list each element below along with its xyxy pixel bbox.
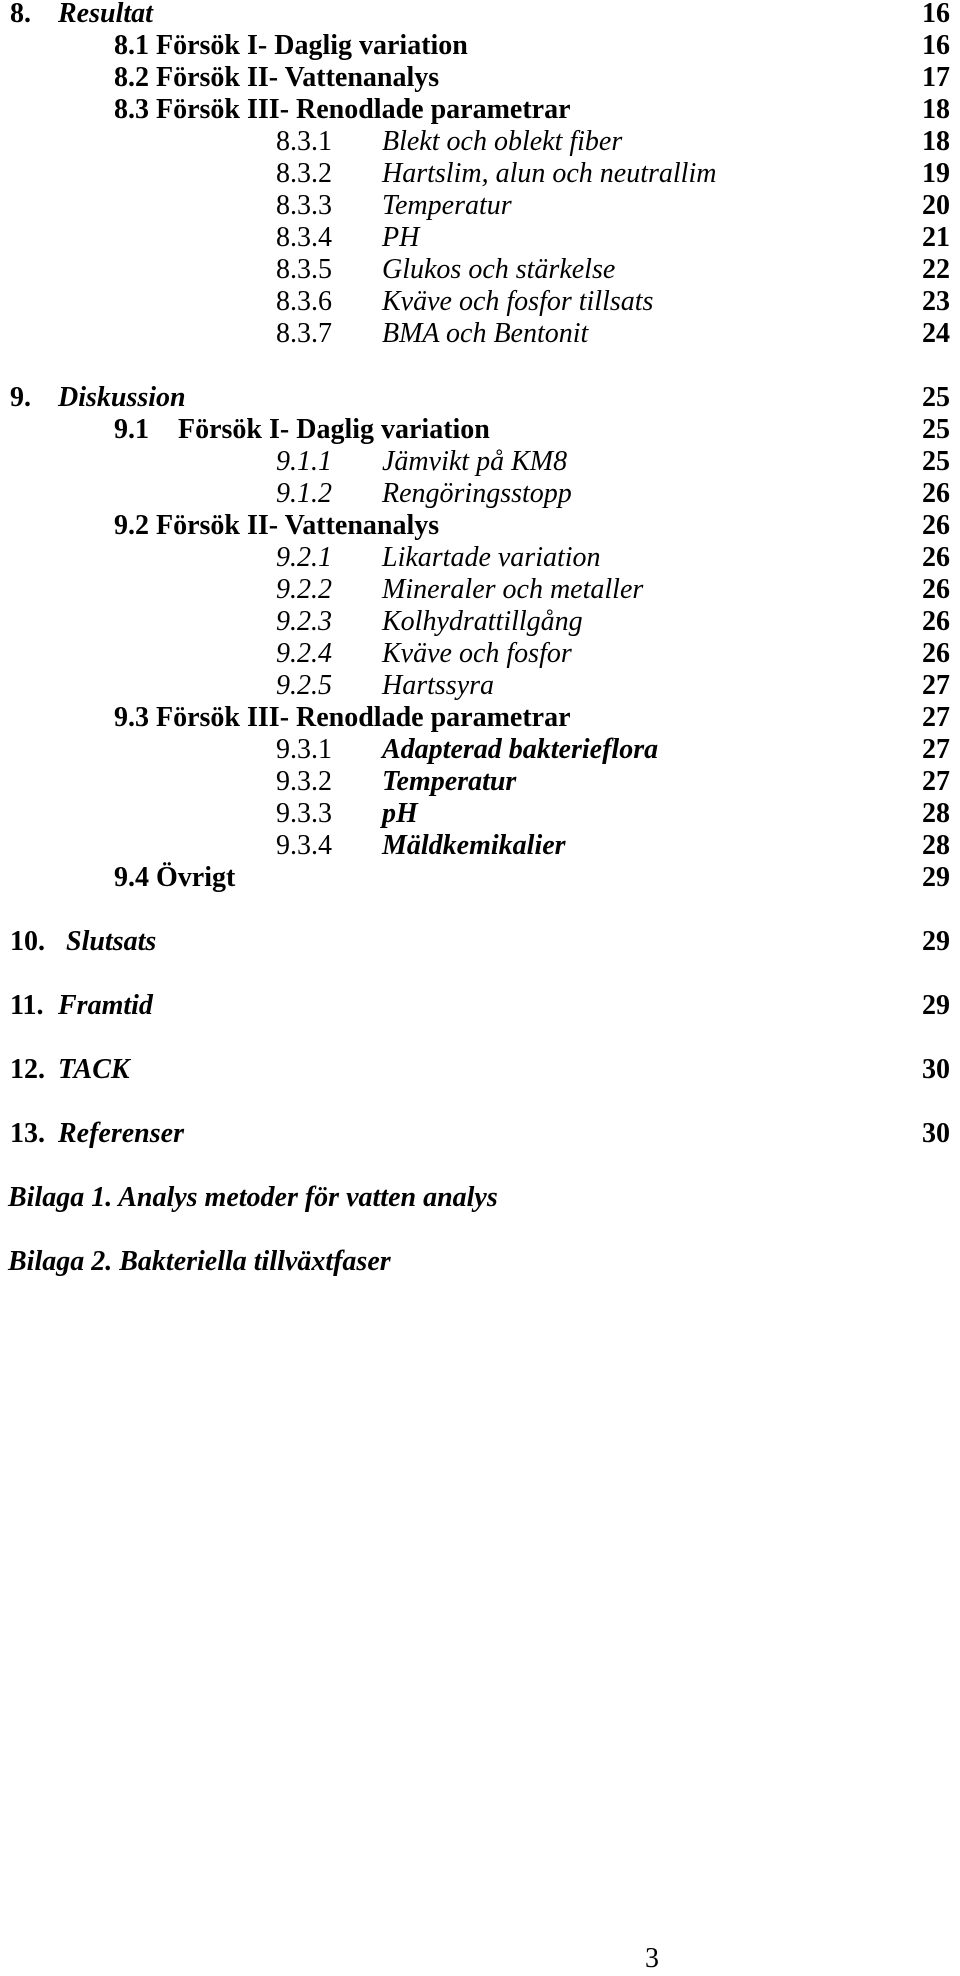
subsection-title: Adapterad bakterieflora: [382, 734, 659, 765]
subsection-number: 8.3.2: [276, 158, 332, 189]
chapter-number: 13.: [10, 1118, 45, 1149]
toc-subsection-9-1-2[interactable]: [0, 476, 960, 512]
subsection-title: Mineraler och metaller: [382, 574, 644, 605]
toc-chapter-11[interactable]: [0, 988, 960, 1024]
section-title: 9.3 Försök III- Renodlade parametrar: [114, 702, 571, 733]
page-ref: 29: [922, 862, 950, 893]
subsection-number: 9.2.4: [276, 638, 332, 669]
section-title: 8.3 Försök III- Renodlade parametrar: [114, 94, 571, 125]
section-number: 9.1: [114, 414, 149, 445]
chapter-title: TACK: [58, 1054, 130, 1085]
section-title: 8.2 Försök II- Vattenanalys: [114, 62, 440, 93]
toc-subsection-9-3-3[interactable]: [0, 796, 960, 832]
subsection-number: 9.3.2: [276, 766, 332, 797]
section-title: Försök I- Daglig variation: [178, 414, 490, 445]
toc-section-9-3[interactable]: [0, 700, 960, 736]
toc-section-8-3[interactable]: [0, 92, 960, 128]
section-title: 9.2 Försök II- Vattenanalys: [114, 510, 440, 541]
subsection-title: Glukos och stärkelse: [382, 254, 616, 285]
chapter-number: 11.: [10, 990, 44, 1021]
page-ref: 28: [922, 798, 950, 829]
toc-subsection-9-3-4[interactable]: [0, 828, 960, 864]
page-ref: 27: [922, 670, 950, 701]
subsection-title: Temperatur: [382, 766, 517, 797]
page-ref: 21: [922, 222, 950, 253]
appendix-title: Bilaga 2. Bakteriella tillväxtfaser: [8, 1246, 391, 1277]
chapter-title: Framtid: [58, 990, 153, 1021]
subsection-number: 9.2.3: [276, 606, 332, 637]
page-ref: 27: [922, 734, 950, 765]
section-title: 8.1 Försök I- Daglig variation: [114, 30, 468, 61]
subsection-title: Temperatur: [382, 190, 512, 221]
page-ref: 18: [922, 126, 950, 157]
subsection-title: Mäldkemikalier: [382, 830, 566, 861]
page-ref: 25: [922, 446, 950, 477]
subsection-title: BMA och Bentonit: [382, 318, 589, 349]
subsection-number: 8.3.4: [276, 222, 332, 253]
page-ref: 19: [922, 158, 950, 189]
page-ref: 20: [922, 190, 950, 221]
chapter-number: 12.: [10, 1054, 45, 1085]
toc-subsection-9-2-2[interactable]: [0, 572, 960, 608]
page-ref: 27: [922, 702, 950, 733]
page-ref: 22: [922, 254, 950, 285]
subsection-number: 8.3.6: [276, 286, 332, 317]
page-ref: 16: [922, 30, 950, 61]
toc-subsection-9-2-5[interactable]: [0, 668, 960, 704]
page-ref: 29: [922, 926, 950, 957]
subsection-title: Kväve och fosfor: [382, 638, 572, 669]
toc-subsection-9-3-2[interactable]: [0, 764, 960, 800]
chapter-title: Referenser: [58, 1118, 184, 1149]
toc-subsection-8-3-5[interactable]: [0, 252, 960, 288]
page-ref: 29: [922, 990, 950, 1021]
subsection-number: 9.3.3: [276, 798, 332, 829]
subsection-title: Likartade variation: [382, 542, 601, 573]
subsection-number: 9.2.5: [276, 670, 332, 701]
toc-section-8-2[interactable]: [0, 60, 960, 96]
toc-subsection-8-3-4[interactable]: [0, 220, 960, 256]
toc-chapter-10[interactable]: [0, 924, 960, 960]
chapter-number: 10.: [10, 926, 45, 957]
page-number: 3: [645, 1943, 659, 1974]
toc-appendix-1[interactable]: [0, 1180, 960, 1216]
page-ref: 30: [922, 1054, 950, 1085]
toc-subsection-8-3-1[interactable]: [0, 124, 960, 160]
subsection-title: Kolhydrattillgång: [382, 606, 583, 637]
subsection-number: 8.3.5: [276, 254, 332, 285]
subsection-title: Kväve och fosfor tillsats: [382, 286, 654, 317]
toc-section-8-1[interactable]: [0, 28, 960, 64]
page-ref: 17: [922, 62, 950, 93]
chapter-number: 8.: [10, 0, 31, 29]
page-ref: 18: [922, 94, 950, 125]
subsection-title: Hartssyra: [382, 670, 495, 701]
page-ref: 30: [922, 1118, 950, 1149]
page-ref: 26: [922, 542, 950, 573]
page-ref: 28: [922, 830, 950, 861]
toc-section-9-4[interactable]: [0, 860, 960, 896]
subsection-number: 9.3.1: [276, 734, 332, 765]
page-ref: 25: [922, 382, 950, 413]
toc-subsection-9-2-1[interactable]: [0, 540, 960, 576]
page-ref: 16: [922, 0, 950, 29]
subsection-title: Rengöringsstopp: [382, 478, 572, 509]
page-ref: 26: [922, 574, 950, 605]
subsection-number: 9.3.4: [276, 830, 332, 861]
page-ref: 26: [922, 638, 950, 669]
toc-subsection-9-3-1[interactable]: [0, 732, 960, 768]
page-ref: 25: [922, 414, 950, 445]
toc-subsection-8-3-3[interactable]: [0, 188, 960, 224]
toc-chapter-13[interactable]: [0, 1116, 960, 1152]
toc-subsection-8-3-6[interactable]: [0, 284, 960, 320]
toc-subsection-8-3-2[interactable]: [0, 156, 960, 192]
subsection-number: 9.1.2: [276, 478, 332, 509]
toc-section-9-2[interactable]: [0, 508, 960, 544]
subsection-number: 9.2.1: [276, 542, 332, 573]
appendix-title: Bilaga 1. Analys metoder för vatten analys: [8, 1182, 498, 1213]
subsection-number: 9.2.2: [276, 574, 332, 605]
toc-chapter-12[interactable]: [0, 1052, 960, 1088]
subsection-title: pH: [382, 798, 418, 829]
subsection-number: 8.3.3: [276, 190, 332, 221]
page-ref: 24: [922, 318, 950, 349]
chapter-title: Slutsats: [66, 926, 157, 957]
toc-chapter-9[interactable]: [0, 380, 960, 416]
subsection-title: Jämvikt på KM8: [382, 446, 568, 477]
chapter-number: 9.: [10, 382, 31, 413]
toc-subsection-9-2-4[interactable]: [0, 636, 960, 672]
page-ref: 26: [922, 510, 950, 541]
toc-section-9-1[interactable]: [0, 412, 960, 448]
subsection-title: Hartslim, alun och neutrallim: [382, 158, 717, 189]
subsection-title: Blekt och oblekt fiber: [382, 126, 623, 157]
page-ref: 26: [922, 478, 950, 509]
subsection-title: PH: [382, 222, 420, 253]
chapter-title: Diskussion: [58, 382, 186, 413]
toc-subsection-9-2-3[interactable]: [0, 604, 960, 640]
toc-subsection-8-3-7[interactable]: [0, 316, 960, 352]
page-ref: 26: [922, 606, 950, 637]
section-title: 9.4 Övrigt: [114, 862, 236, 893]
subsection-number: 8.3.1: [276, 126, 332, 157]
toc-subsection-9-1-1[interactable]: [0, 444, 960, 480]
page-ref: 27: [922, 766, 950, 797]
page-ref: 23: [922, 286, 950, 317]
toc-appendix-2[interactable]: [0, 1244, 960, 1280]
subsection-number: 8.3.7: [276, 318, 332, 349]
subsection-number: 9.1.1: [276, 446, 332, 477]
chapter-title: Resultat: [58, 0, 153, 29]
